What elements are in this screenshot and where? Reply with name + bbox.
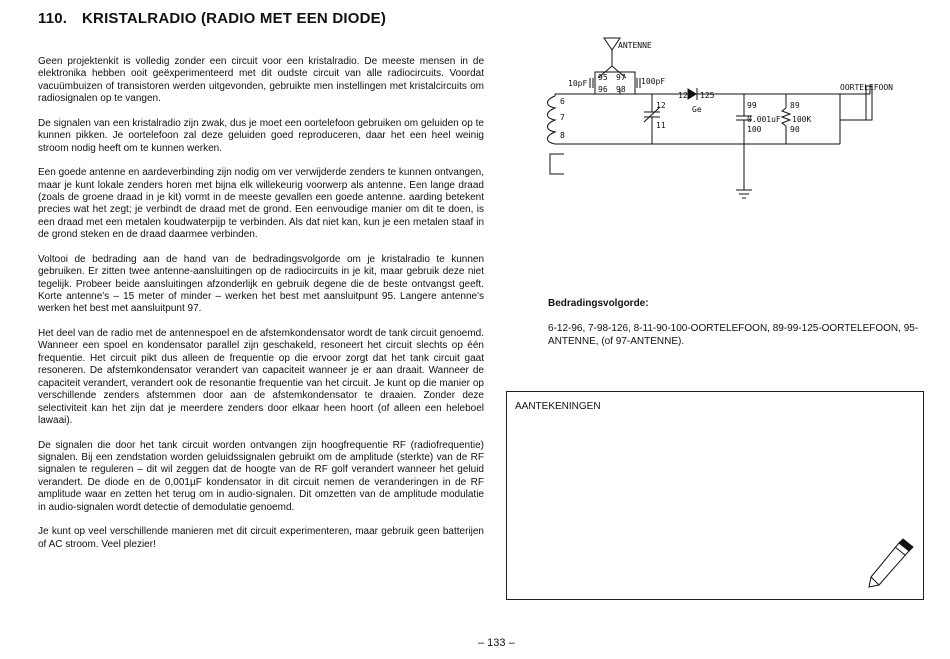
terminal-96: 96 xyxy=(598,85,608,94)
cap-100pf-label: 100pF xyxy=(641,77,666,86)
circuit-diagram xyxy=(540,34,910,204)
terminal-97: 97 xyxy=(616,73,626,82)
terminal-11: 11 xyxy=(656,121,666,130)
terminal-89: 89 xyxy=(790,101,800,110)
notes-box xyxy=(506,391,924,600)
terminal-100: 100 xyxy=(747,125,762,134)
body-text xyxy=(38,56,484,563)
paragraph: De signalen van een kristalradio zijn zwak, dus je moet een oortelefoon gebruiken om geluiden op te kunnen pikken. Je oortelefoon zal deze geluiden goed reproduceren, daar het een heel weinig stroom nodig heeft om te kunnen werken. xyxy=(38,117,484,154)
wiring-sequence: 6-12-96, 7-98-126, 8-11-90-100-OORTELEFOON, 89-99-125-OORTELEFOON, 95-ANTENNE, (of 97-ANTENNE). xyxy=(548,323,919,347)
paragraph: Het deel van de radio met de antennespoel en de afstemkondensator wordt de tank circuit genoemd. Wanneer een spoel en kondensator parallel zijn geschakeld, resoneert het circuit slechts op één frequentie. Het circuit pikt dus alleen de frequentie op die ervoor zorgt dat het tank circuit gaat resoneren. De afstemkondensator verandert van capaciteit wanneer je er aan draait. Wanneer de capaciteit verandert, verandert ook de resonantie frequentie van het circuit. Je kunt op die manier op verschillende zenders afstemmen door aan de afstemkondensator te draaien. Zonder deze selectiviteit kan het zijn dat je meerdere zenders door elkaar heen hoort (of alleen een heleboel lawaai). xyxy=(38,328,484,426)
terminal-98: 98 xyxy=(616,85,626,94)
terminal-8: 8 xyxy=(560,131,565,140)
terminal-99: 99 xyxy=(747,101,757,110)
terminal-90: 90 xyxy=(790,125,800,134)
terminal-7: 7 xyxy=(560,113,565,122)
paragraph: Voltooi de bedrading aan de hand van de bedradingsvolgorde om je kristalradio te kunnen gebruiken. Er zitten twee antenne-aansluitingen op de radiocircuits in je kit, maar gebruik deze niet tegelijk. Probeer beide aansluitingen afzonderlijk en gebruik degene die de beste ontvangst geeft. Korte antenne's – 15 meter of minder – werken het best met aansluitpunt 95. Langere antenne's werken het best met aansluitpunt 97. xyxy=(38,253,484,315)
paragraph: Geen projektenkit is volledig zonder een circuit voor een kristalradio. De meeste mensen in de elektronika hebben ooit geëxperimenteerd met dit oudste circuit van alle radiocircuits. Voordat vacuümbuizen of transistoren werden uitgevonden, gebruikte men instellingen met kristalcircuits om radiosignalen op te vangen. xyxy=(38,56,484,105)
paragraph: De signalen die door het tank circuit worden ontvangen zijn hoogfrequentie RF (radiofrequentie) signalen. Bij een zendstation worden geluidssignalen gebruikt om de amplitude (sterkte) van de RF signalen te reguleren – dit wil zeggen dat de hoogte van de RF golf verandert wanneer het geluid verandert. De diode en de 0,001µF kondensator in dit circuit nemen de veranderingen in de RF amplitude waar en zetten het terug om in audio-signalen. Dit omzetten van de amplitude modulatie in audio-signalen wordt detectie of demodulatie genoemd. xyxy=(38,439,484,513)
earphone-label: OORTELEFOON xyxy=(840,83,893,92)
wiring-heading: Bedradingsvolgorde: xyxy=(548,298,649,309)
pencil-icon xyxy=(863,537,915,593)
resistor-label: 100K xyxy=(792,115,812,124)
paragraph: Je kunt op veel verschillende manieren met dit circuit experimenteren, maar gebruik geen batterijen of AC stroom. Veel plezier! xyxy=(38,526,484,550)
antenna-label: ANTENNE xyxy=(618,41,652,50)
page-title xyxy=(38,10,386,27)
section-title: KRISTALRADIO (RADIO MET EEN DIODE) xyxy=(82,10,387,27)
terminal-126: 126 xyxy=(678,91,693,100)
section-number: 110. xyxy=(38,10,68,27)
terminal-12: 12 xyxy=(656,101,666,110)
terminal-6: 6 xyxy=(560,97,565,106)
paragraph: Een goede antenne en aardeverbinding zijn nodig om ver verwijderde zenders te kunnen ontvangen, maar je kunt lokale zenders horen met bijna elk willekeurig voorwerp als antenne. Een lange draad (zoals de groene draad in je kit) vormt in de meeste gevallen een goede antenne. aarding betekent precies wat het zegt; je verbindt de draad met de grond. Een eenvoudige manier om dit te doen, is een draad met een metalen koudwaterpijp te verbinden. Als dat niet kan, kun je een metalen staaf in de grond steken en de draad daarmee verbinden. xyxy=(38,167,484,241)
terminal-125: 125 xyxy=(700,91,715,100)
notes-heading: AANTEKENINGEN xyxy=(515,401,601,412)
page-number: – 133 – xyxy=(478,637,515,649)
cap-detect-label: 0.001uF xyxy=(747,115,781,124)
cap-10pf-label: 10pF xyxy=(568,79,588,88)
terminal-95: 95 xyxy=(598,73,608,82)
diode-label: Ge xyxy=(692,105,702,114)
